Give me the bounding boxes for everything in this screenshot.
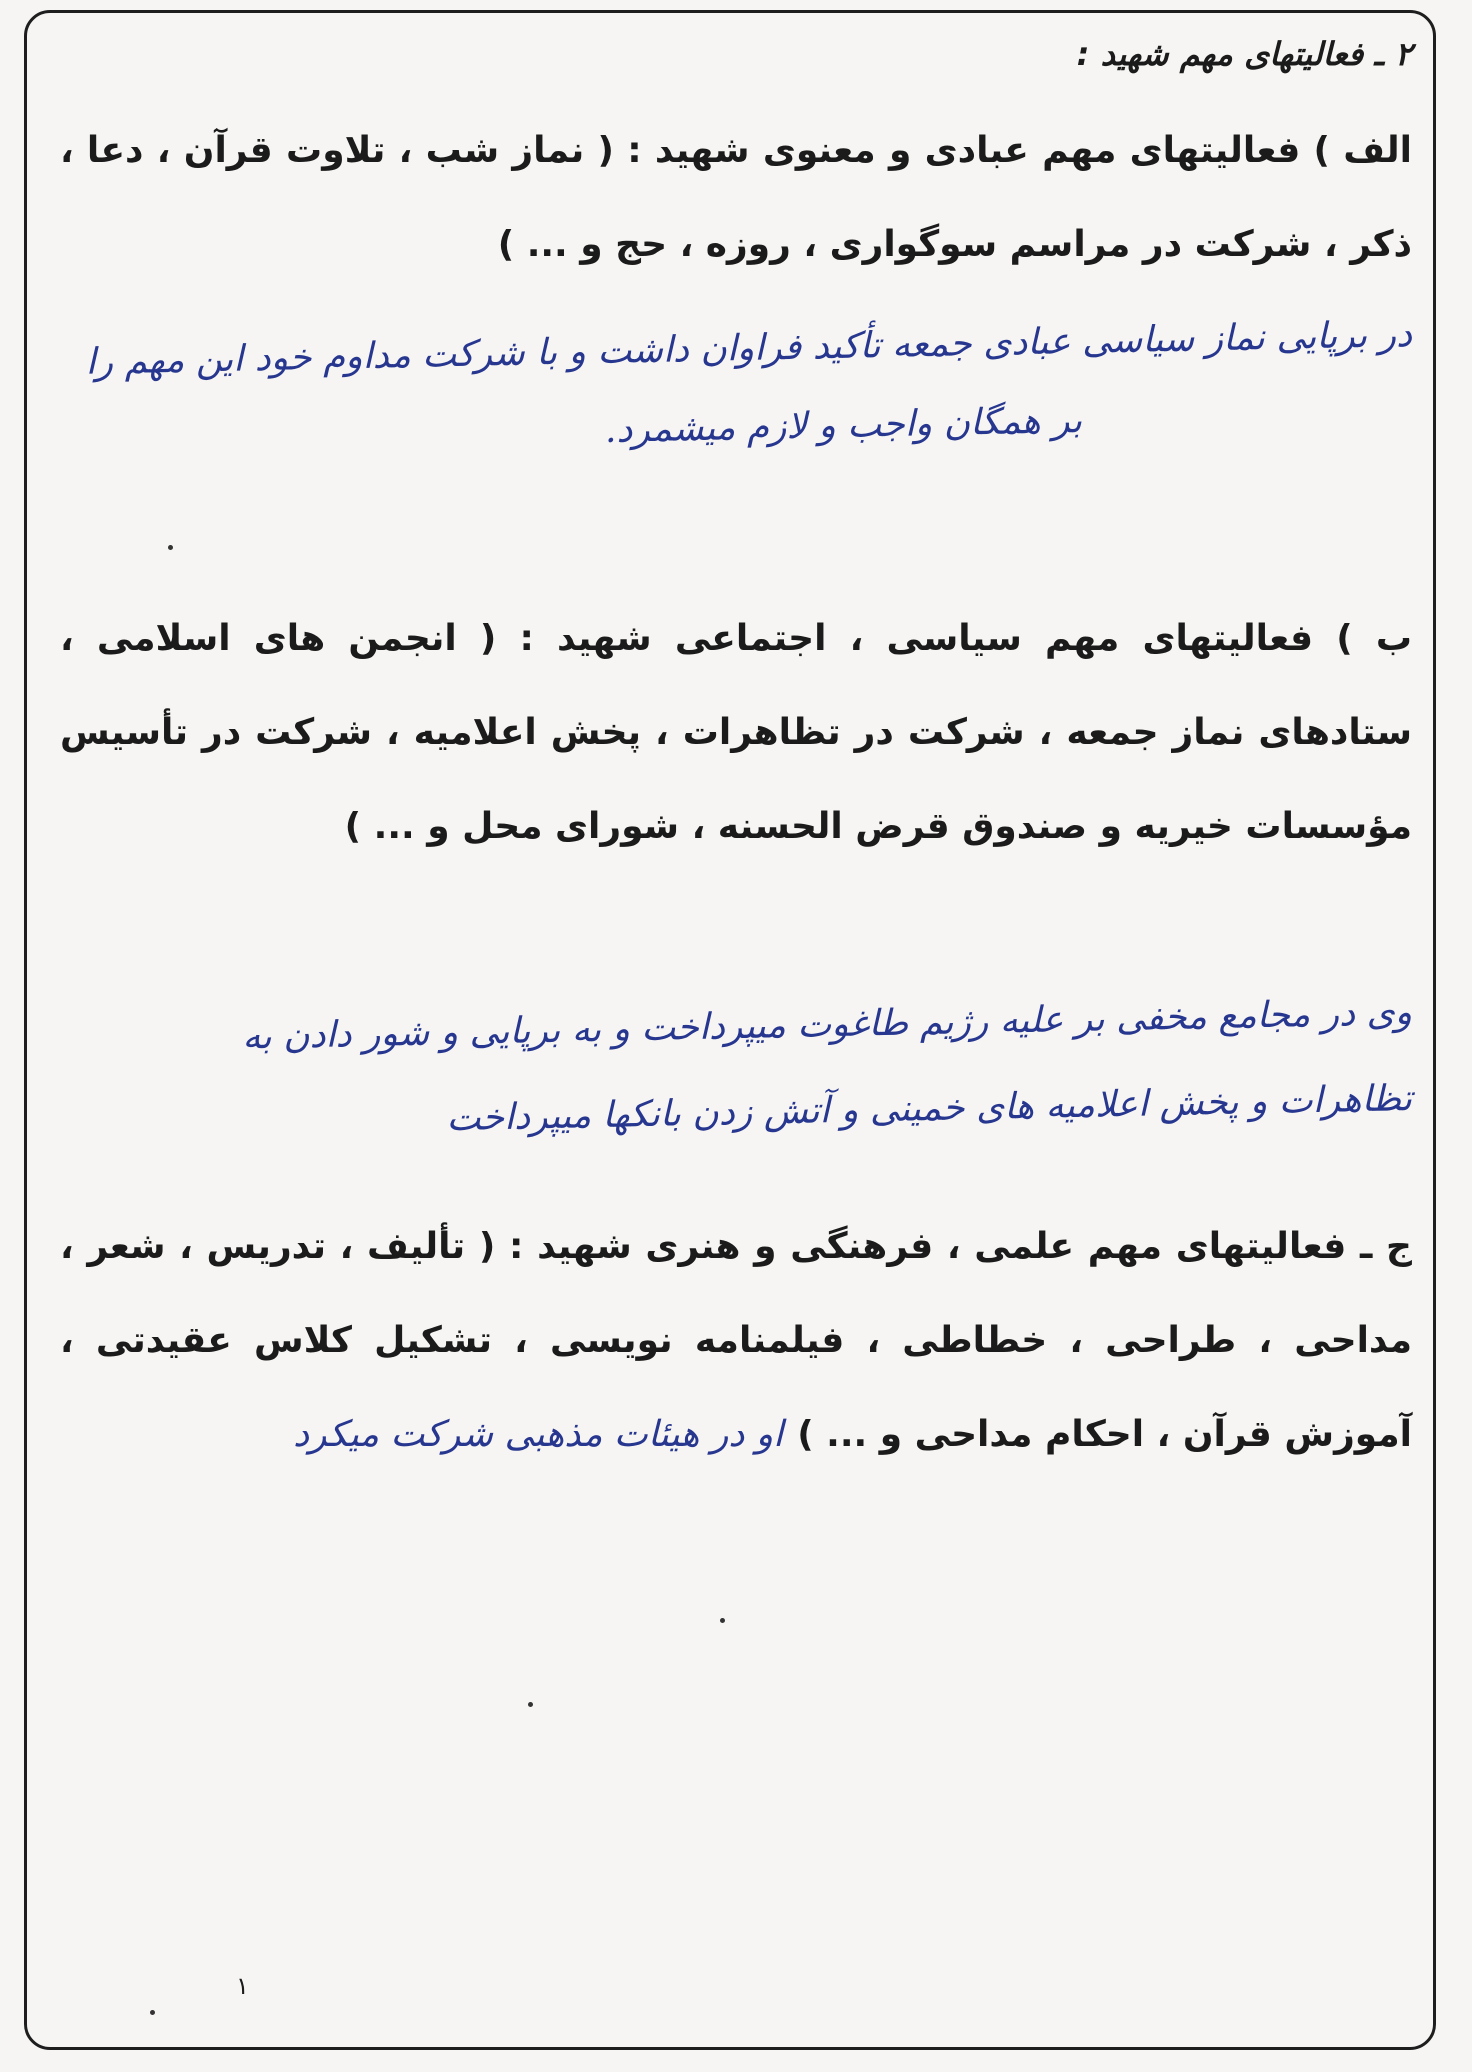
section-c-handwritten: او در هیئات مذهبی شرکت میکرد: [293, 1414, 784, 1455]
section-a-handwritten-line-2: بر همگان واجب و لازم میشمرد.: [604, 400, 1083, 451]
section-c: [60, 1200, 1412, 1482]
speck: [720, 1618, 725, 1623]
page-number: ۱: [236, 1972, 249, 2000]
section-heading: ۲ ـ فعالیتهای مهم شهید :: [1076, 35, 1412, 73]
section-b-printed: ب ) فعالیتهای مهم سیاسی ، اجتماعی شهید : ( انجمن های اسلامی ، ستادهای نماز جمعه ، شرکت در تظاهرات ، پخش اعلامیه ، شرکت در تأسیس مؤسسات خیریه و صندوق قرض الحسنه ، شورای محل و ... ): [60, 618, 1412, 847]
section-c-printed: [60, 1200, 1412, 1482]
section-a: [60, 104, 1412, 464]
section-c-printed-text: ج ـ فعالیتهای مهم علمی ، فرهنگی و هنری شهید : ( تألیف ، تدریس ، شعر ، مداحی ، طراحی ، خطاطی ، فیلمنامه نویسی ، تشکیل کلاس عقیدتی ، آموزش قرآن ، احکام مداحی و ... ): [60, 1226, 1412, 1455]
speck: [168, 545, 173, 550]
speck: [528, 1702, 533, 1707]
section-a-handwritten-line-1: در برپایی نماز سیاسی عبادی جمعه تأکید فراوان داشت و با شرکت مداوم خود این مهم را: [85, 314, 1413, 383]
section-b-handwritten-line-1: وی در مجامع مخفی بر علیه رژیم طاغوت میپرداخت و به برپایی و شور دادن به: [241, 992, 1413, 1058]
section-a-printed: الف ) فعالیتهای مهم عبادی و معنوی شهید : ( نماز شب ، تلاوت قرآن ، دعا ، ذکر ، شرکت در مراسم سوگواری ، روزه ، حج و ... ): [60, 130, 1412, 265]
section-b-handwritten-line-2: تظاهرات و پخش اعلامیه های خمینی و آتش زدن بانکها میپرداخت: [446, 1078, 1413, 1140]
speck: [150, 2010, 155, 2015]
section-b: [60, 592, 1412, 1142]
page-content: [60, 30, 1412, 1482]
